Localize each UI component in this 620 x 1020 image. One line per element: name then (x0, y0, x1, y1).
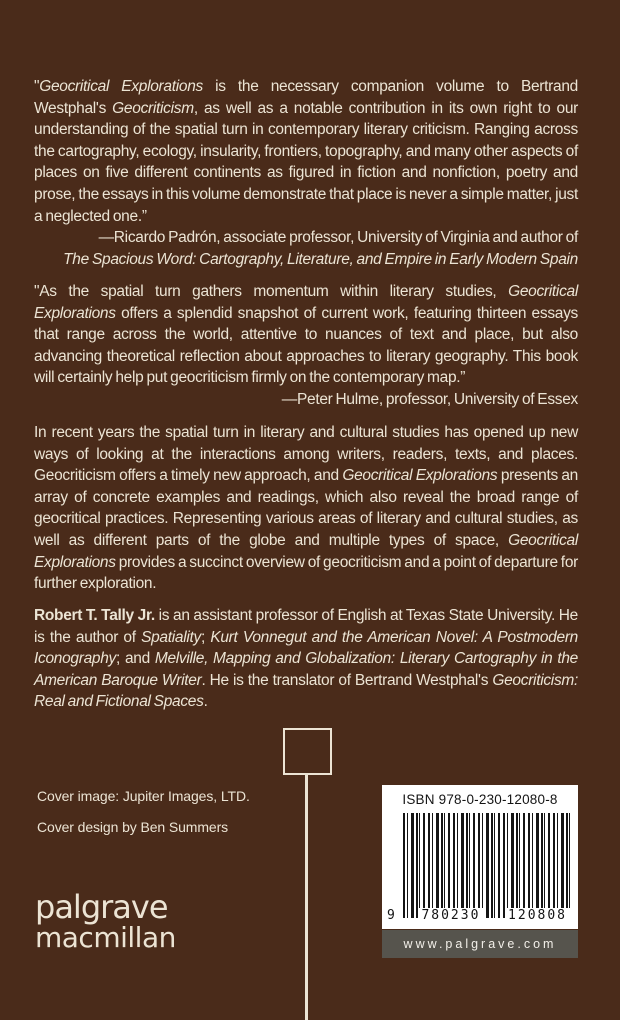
isbn-barcode (382, 785, 578, 929)
book-description (34, 422, 578, 595)
book-description-text: In recent years the spatial turn in literary and cultural studies has opened up new ways of looking at the interactions among writers, readers, texts, and places. Geocriticism offers a timely new approach, and Geocritical Explorations presents an array of concrete examples and readings, which also reveal the broad range of geocritical practices. Representing various areas of literary and cultural studies, as well as different parts of the globe and multiple types of space, Geocritical Explorations provides a succinct overview of geocriticism and a point of departure for further exploration. (34, 424, 579, 593)
publisher-logo-palgrave: palgrave (35, 888, 168, 926)
barcode-digit-group-1: 780230 (418, 908, 483, 923)
isbn-label: ISBN 978-0-230-12080-8 (402, 792, 558, 807)
barcode-digit-lead: 9 (387, 908, 395, 923)
blurb-1-attribution-work: The Spacious Word: Cartography, Literature, and Empire in Early Modern Spain (63, 250, 578, 268)
barcode-digits (387, 908, 570, 923)
blurb-2 (34, 281, 578, 411)
barcode-bars (403, 813, 570, 918)
blurb-2-attribution: —Peter Hulme, professor, University of Essex (281, 390, 578, 408)
blurb-1-quote: "Geocritical Explorations is the necessary companion volume to Bertrand Westphal's Geocriticism, as well as a notable contribution in its own right to our understanding of the spatial turn in contemporary literary criticism. Ranging across the cartography, ecology, insularity, frontiers, topography, and many other aspects of places on five different continents as figured in fiction and nonfiction, poetry and prose, the essays in this volume demonstrate that place is never a simple matter, just a neglected one.” (34, 78, 579, 225)
credits (37, 786, 250, 837)
blurb-1-attribution: —Ricardo Padrón, associate professor, University of Virginia and author of (98, 229, 578, 247)
barcode-digit-group-2: 120808 (505, 908, 570, 923)
publisher-website-bar: www.palgrave.com (382, 930, 578, 958)
cover-image-credit: Cover image: Jupiter Images, LTD. (37, 788, 250, 804)
registration-square (283, 728, 332, 775)
cover-design-credit: Cover design by Ben Summers (37, 819, 229, 835)
author-bio (34, 605, 578, 713)
publisher-logo-macmillan: macmillan (35, 921, 176, 954)
blurb-2-quote: "As the spatial turn gathers momentum within literary studies, Geocritical Explorations offers a splendid snapshot of current work, featuring thirteen essays that range across the world, attentive to nuances of text and place, but also advancing theoretical reflection about approaches to literary geography. This book will certainly help put geocriticism firmly on the contemporary map.” (34, 283, 578, 387)
publisher-logo (35, 888, 176, 953)
blurb-1 (34, 76, 578, 270)
vertical-fold-line (305, 774, 308, 1020)
author-bio-text: Robert T. Tally Jr. is an assistant professor of English at Texas State University. He is the author of Spatiality; Kurt Vonnegut and the American Novel: A Postmodern Iconography; and Melville, Mapping and Globalization: Literary Cartography in the American Baroque Writer. He is the translator of Bertrand Westphal's Geocriticism: Real and Fictional Spaces. (34, 607, 579, 711)
